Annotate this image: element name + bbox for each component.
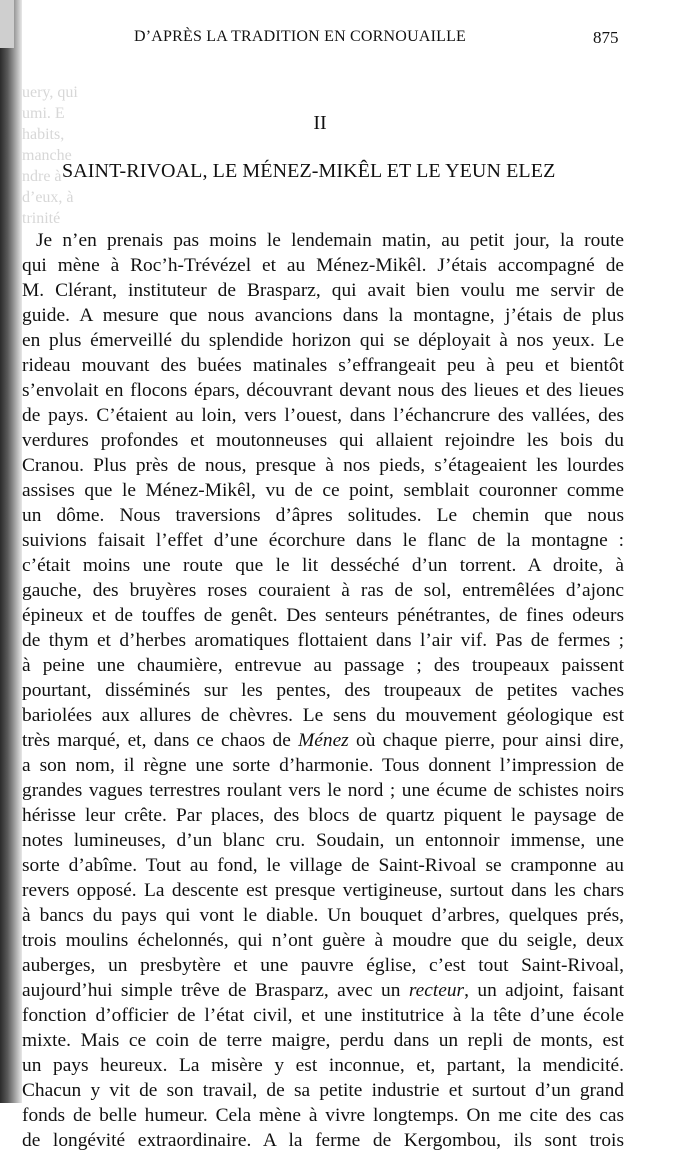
text-line: de longévité extraordinaire. A la ferme de Kergombou, ils sont trois: [22, 1130, 624, 1151]
bleed-through-line: ndre à: [22, 168, 62, 185]
text-line: a son nom, il règne une sorte d’harmonie. Tous donnent l’impression de: [22, 755, 624, 776]
bleed-through-line: d’eux, à: [22, 189, 74, 206]
text-line: guide. A mesure que nous avancions dans la montagne, j’étais de plus: [22, 305, 624, 326]
text-line: en plus émerveillé du splendide horizon qui se déployait à nos yeux. Le: [22, 330, 624, 351]
bleed-through-line: manche: [22, 147, 72, 164]
scan-edge: [0, 0, 14, 48]
text-line: revers opposé. La descente est presque vertigineuse, surtout dans les chars: [22, 880, 624, 901]
text-line: Je n’en prenais pas moins le lendemain matin, au petit jour, la route: [36, 230, 624, 251]
bleed-through-line: umi. E: [22, 105, 65, 122]
text-line: [22, 728, 624, 753]
text-line: trois moulins échelonnés, qui n’ont guère à moudre que du seigle, deux: [22, 930, 624, 951]
text-line: fonds de belle humeur. Cela mène à vivre longtemps. On me cite des cas: [22, 1105, 624, 1126]
text-line: suivions faisait l’effet d’une écorchure dans le flanc de la montagne :: [22, 530, 624, 551]
text-line: rideau mouvant des buées matinales s’effrangeait peu à peu et bientôt: [22, 355, 624, 376]
text-run: , un adjoint, faisant: [464, 980, 624, 1001]
text-line: de thym et d’herbes aromatiques flottaient dans l’air vif. Pas de fermes ;: [22, 630, 624, 651]
text-line: s’envolait en flocons épars, découvrant devant nous des lieues et des lieues: [22, 380, 624, 401]
text-line: de pays. C’étaient au loin, vers l’ouest, dans l’échancrure des vallées, des: [22, 405, 624, 426]
page-number: 875: [593, 28, 619, 47]
text-run: aujourd’hui simple trêve de Brasparz, avec un: [22, 980, 409, 1001]
chapter-number: II: [313, 112, 327, 134]
bleed-through-line: uery, qui: [22, 84, 78, 101]
text-line: [22, 978, 624, 1003]
text-run: très marqué, et, dans ce chaos de: [22, 730, 299, 751]
text-line: auberges, un presbytère et une pauvre église, c’est tout Saint-Rivoal,: [22, 955, 624, 976]
text-line: verdures profondes et moutonneuses qui allaient rejoindre les bois du: [22, 430, 624, 451]
text-line: épineux et de touffes de genêt. Des senteurs pénétrantes, de fines odeurs: [22, 605, 624, 626]
text-line: assises que le Ménez-Mikêl, vu de ce point, semblait couronner comme: [22, 480, 624, 501]
text-line: un pays heureux. La misère y est inconnue, et, partant, la mendicité.: [22, 1055, 624, 1076]
text-run: où chaque pierre, pour ainsi dire,: [348, 730, 625, 751]
text-line: gauche, des bruyères roses couraient à ras de sol, entremêlées d’ajonc: [22, 580, 624, 601]
text-line: hérisse leur crête. Par places, des blocs de quartz piquent le paysage de: [22, 805, 624, 826]
text-line: pourtant, disséminés sur les pentes, des troupeaux de petites vaches: [22, 680, 624, 701]
italic-term: Ménez: [298, 730, 349, 751]
text-line: notes lumineuses, d’un blanc cru. Soudain, un entonnoir immense, une: [22, 830, 624, 851]
bleed-through-line: habits,: [22, 126, 65, 143]
chapter-title: SAINT-RIVOAL, LE MÉNEZ-MIKÊL ET LE YEUN ELEZ: [62, 160, 556, 182]
text-line: Chacun y vit de son travail, de sa petite industrie et surtout d’un grand: [22, 1080, 624, 1101]
bleed-through-text: [22, 82, 82, 229]
text-line: M. Clérant, instituteur de Brasparz, qui avait bien voulu me servir de: [22, 280, 624, 301]
text-line: c’était moins une route que le lit desséché d’un torrent. A droite, à: [22, 555, 624, 576]
text-line: à bancs du pays qui vont le diable. Un bouquet d’arbres, quelques prés,: [22, 905, 624, 926]
text-line: un dôme. Nous traversions d’âpres solitudes. Le chemin que nous: [22, 505, 624, 526]
text-line: sorte d’abîme. Tout au fond, le village de Saint-Rivoal se cramponne au: [22, 855, 624, 876]
body-paragraph: [22, 228, 624, 1153]
text-line: Cranou. Plus près de nous, presque à nos pieds, s’étageaient les lourdes: [22, 455, 624, 476]
book-spine-shadow: [0, 0, 22, 1103]
text-line: bariolées aux allures de chèvres. Le sens du mouvement géologique est: [22, 705, 624, 726]
bleed-through-line: trinité: [22, 210, 61, 227]
text-line: qui mène à Roc’h-Trévézel et au Ménez-Mikêl. J’étais accompagné de: [22, 255, 624, 276]
text-line: grandes vagues terrestres roulant vers le nord ; une écume de schistes noirs: [22, 780, 624, 801]
text-line: à peine une chaumière, entrevue au passage ; des troupeaux paissent: [22, 655, 624, 676]
italic-term: recteur: [408, 980, 465, 1001]
running-title: D’APRÈS LA TRADITION EN CORNOUAILLE: [134, 28, 467, 45]
text-line: fonction d’officier de l’état civil, et une institutrice à la tête d’une école: [22, 1005, 624, 1026]
text-line: mixte. Mais ce coin de terre maigre, perdu dans un repli de monts, est: [22, 1030, 624, 1051]
